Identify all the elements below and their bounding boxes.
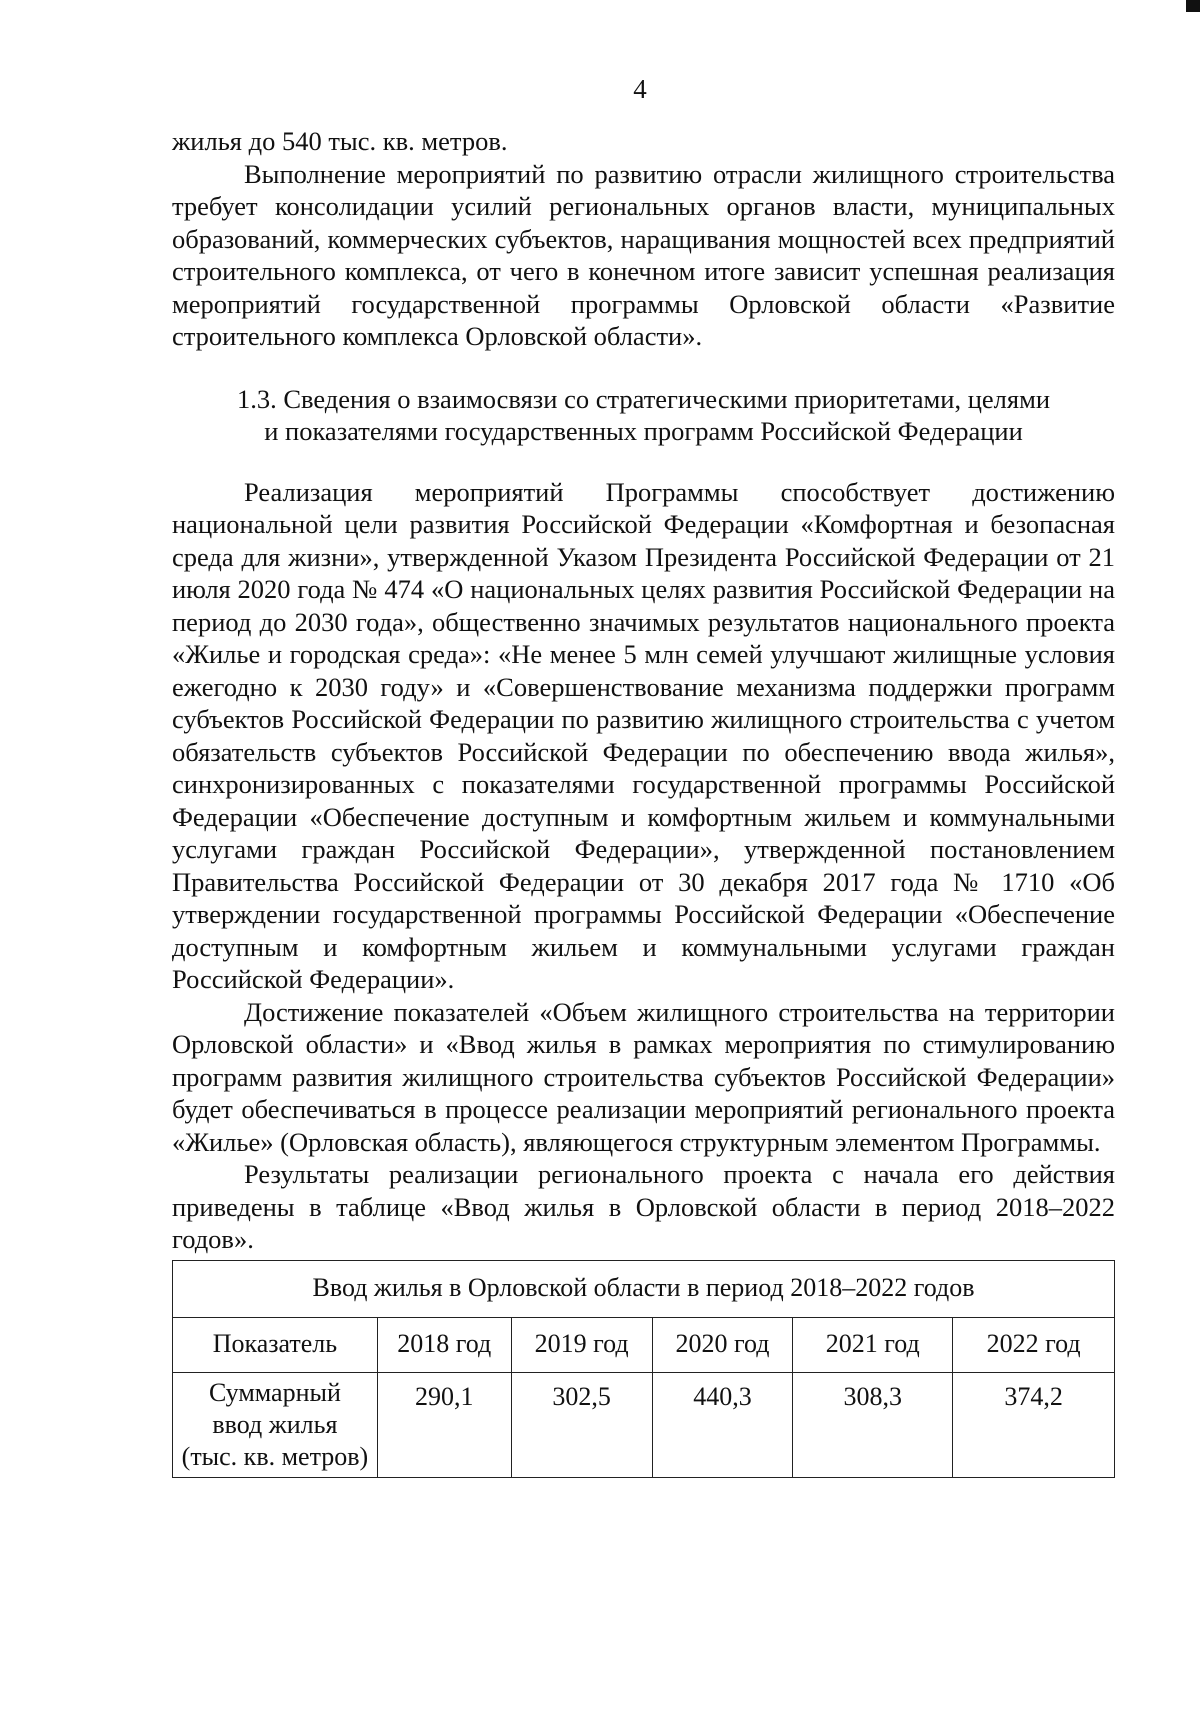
- table-value-cell: 290,1: [377, 1372, 511, 1477]
- table-header-cell: 2020 год: [652, 1317, 793, 1372]
- section-heading-line: и показателями государственных программ Российской Федерации: [264, 416, 1023, 446]
- section-heading-line: 1.3. Сведения о взаимосвязи со стратегическими приоритетами, целями: [236, 383, 1051, 414]
- row-label-line: (тыс. кв. метров): [181, 1441, 369, 1471]
- page-number: 4: [633, 74, 647, 104]
- section-heading: [172, 383, 1115, 448]
- paragraph: Выполнение мероприятий по развитию отрасли жилищного строительства требует консолидации усилий региональных органов власти, муниципальных образований, коммерческих субъектов, наращивания мощностей всех предприятий строительного комплекса, от чего в конечном итоге зависит успешная реализация мероприятий государственной программы Орловской области «Развитие строительного комплекса Орловской области».: [172, 158, 1115, 351]
- table-header-cell: 2022 год: [953, 1317, 1115, 1372]
- paragraph: Достижение показателей «Объем жилищного строительства на территории Орловской области» и «Ввод жилья в рамках мероприятия по стимулированию программ развития жилищного строительства субъектов Российской Федерации» будет обеспечиваться в процессе реализации мероприятий регионального проекта «Жилье» (Орловская область), являющегося структурным элементом Программы.: [172, 996, 1115, 1157]
- table-value-cell: 308,3: [793, 1372, 953, 1477]
- table-header-cell: 2018 год: [377, 1317, 511, 1372]
- table-value-cell: 302,5: [511, 1372, 652, 1477]
- table-row: [173, 1372, 1115, 1477]
- table-row-label: [173, 1372, 378, 1477]
- row-label-line: Суммарный: [208, 1377, 341, 1407]
- paragraph-continuation: жилья до 540 тыс. кв. метров.: [172, 126, 508, 156]
- table-header-cell: Показатель: [173, 1317, 378, 1372]
- table-title: Ввод жилья в Орловской области в период 2018–2022 годов: [173, 1260, 1115, 1317]
- paragraph: Реализация мероприятий Программы способствует достижению национальной цели развития Российской Федерации «Комфортная и безопасная среда для жизни», утвержденной Указом Президента Российской Федерации от 21 июля 2020 года № 474 «О национальных целях развития Российской Федерации на период до 2030 года», общественно значимых результатов национального проекта «Жилье и городская среда»: «Не менее 5 млн семей улучшают жилищные условия ежегодно к 2030 году» и «Совершенствование механизма поддержки программ субъектов Российской Федерации по развитию жилищного строительства с учетом обязательств субъектов Российской Федерации по обеспечению ввода жилья», синхронизированных с показателями государственной программы Российской Федерации «Обеспечение доступным и комфортным жильем и коммунальными услугами граждан Российской Федерации», утвержденной постановлением Правительства Российской Федерации от 30 декабря 2017 года № 1710 «Об утверждении государственной программы Российской Федерации «Обеспечение доступным и комфортным жильем и коммунальными услугами граждан Российской Федерации».: [172, 476, 1115, 994]
- housing-table: [172, 1260, 1115, 1478]
- scan-edge-mark: [1186, 0, 1200, 12]
- table-header-cell: 2021 год: [793, 1317, 953, 1372]
- paragraph: Результаты реализации регионального проекта с начала его действия приведены в таблице «Ввод жилья в Орловской области в период 2018–2022 годов».: [172, 1159, 1115, 1254]
- table-header-cell: 2019 год: [511, 1317, 652, 1372]
- table-value-cell: 440,3: [652, 1372, 793, 1477]
- row-label-line: ввод жилья: [212, 1409, 338, 1439]
- document-body: [172, 125, 1115, 1478]
- table-value-cell: 374,2: [953, 1372, 1115, 1477]
